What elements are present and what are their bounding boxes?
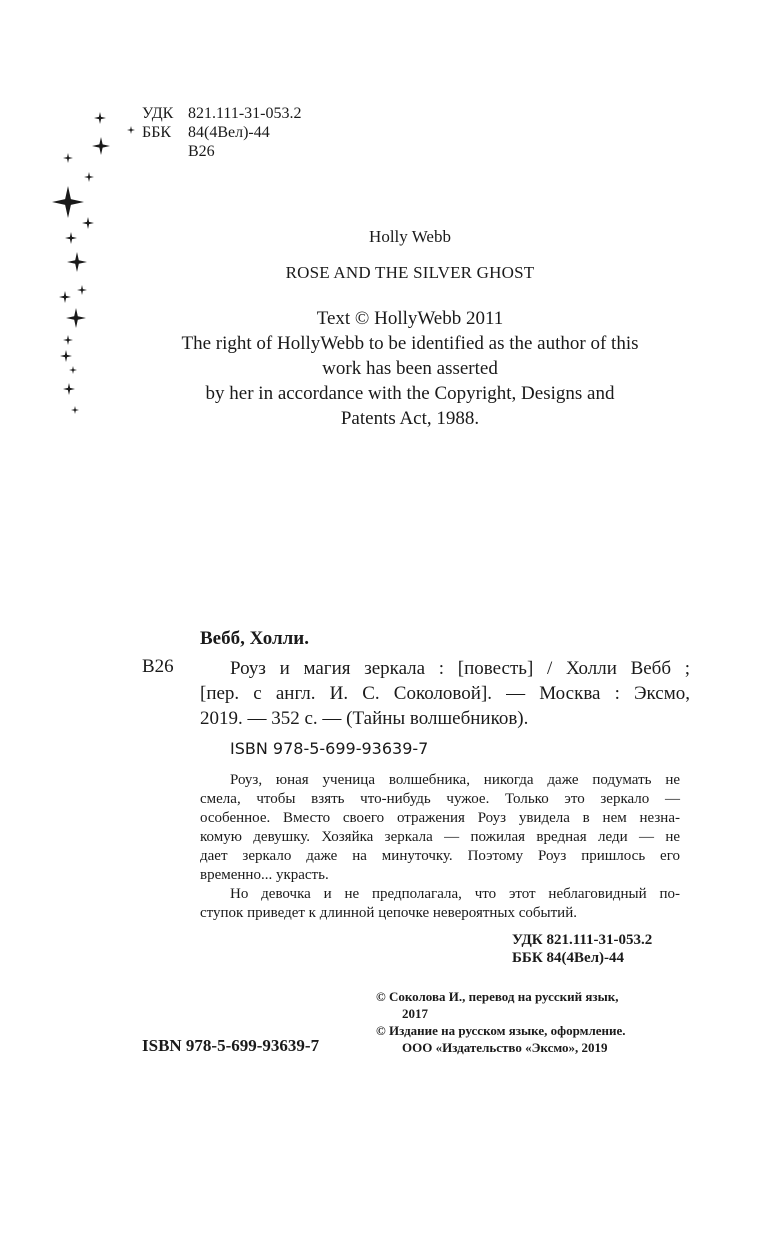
bibliography-description — [200, 656, 690, 731]
bbk-value: 84(4Вел)-44 — [188, 124, 270, 141]
star-icon — [66, 308, 86, 328]
star-icon — [63, 383, 75, 395]
rights-line: The right of HollyWebb to be identified as the author of this — [181, 333, 639, 354]
english-title: ROSE AND THE SILVER GHOST — [285, 263, 535, 282]
star-icon — [94, 112, 106, 124]
star-icon — [59, 291, 71, 303]
udk-label: УДК — [142, 105, 174, 122]
bibliography-isbn: ISBN 978-5-699-93639-7 — [230, 739, 429, 758]
rights-line: Patents Act, 1988. — [340, 408, 480, 429]
udk-value: 821.111-31-053.2 — [188, 105, 302, 122]
star-icon — [92, 137, 110, 155]
star-icon — [65, 232, 77, 244]
rights-line: Text © HollyWebb 2011 — [316, 308, 504, 329]
footer-classification — [512, 931, 652, 967]
rights-line: by her in accordance with the Copyright, Designs and — [205, 383, 615, 404]
annotation-line: Но девочка и не предполагала, что этот неблаговидный по- — [230, 886, 680, 902]
copyright-line: ООО «Издательство «Эксмо», 2019 — [402, 1040, 608, 1055]
star-icon — [52, 186, 84, 218]
annotation-line: комую девушку. Хозяйка зеркала — пожилая вредная леди — не — [200, 829, 680, 845]
bibliography-line: 2019. — 352 с. — (Тайны волшебников). — [200, 708, 529, 729]
bibliography-author: Вебб, Холли. — [200, 628, 310, 649]
annotation-line: смела, чтобы взять что-нибудь чужое. Только это зеркало — — [200, 791, 680, 807]
star-icon — [60, 350, 72, 362]
star-icon — [82, 217, 94, 229]
copyright-line: 2017 — [402, 1006, 428, 1021]
annotation-line: ступок приведет к длинной цепочке невероятных событий. — [200, 905, 577, 921]
footer-udk: УДК 821.111-31-053.2 — [512, 932, 653, 948]
footer-copyright — [376, 988, 626, 1056]
annotation-line: временно... украсть. — [200, 867, 329, 883]
annotation-line: Роуз, юная ученица волшебника, никогда даже подумать не — [230, 772, 680, 788]
footer-isbn: ISBN 978-5-699-93639-7 — [142, 1036, 320, 1055]
star-icon — [67, 252, 87, 272]
annotation — [200, 771, 680, 923]
copyright-line: © Издание на русском языке, оформление. — [376, 1023, 626, 1038]
rights-line: work has been asserted — [322, 358, 498, 379]
bibliography-line: [пер. с англ. И. С. Соколовой]. — Москва : Эксмо, — [200, 683, 690, 704]
star-icon — [69, 366, 77, 374]
decorative-stars — [0, 0, 140, 430]
bibliography-code: В26 — [142, 656, 174, 677]
star-icon — [63, 335, 73, 345]
bibliography-line: Роуз и магия зеркала : [повесть] / Холли Вебб ; — [230, 658, 690, 679]
annotation-line: особенное. Вместо своего отражения Роуз увидела в нем незна- — [200, 810, 680, 826]
star-icon — [77, 285, 87, 295]
footer-bbk: ББК 84(4Вел)-44 — [512, 950, 625, 966]
english-author: Holly Webb — [369, 227, 451, 246]
bbk-label: ББК — [142, 124, 172, 141]
star-icon — [84, 172, 94, 182]
author-code: В26 — [188, 143, 215, 160]
classification-codes — [142, 104, 301, 161]
copyright-line: © Соколова И., перевод на русский язык, — [376, 989, 619, 1004]
annotation-line: дает зеркало даже на минуточку. Поэтому Роуз пришлось его — [200, 848, 680, 864]
star-icon — [63, 153, 73, 163]
copyright-statement — [140, 306, 680, 431]
star-icon — [71, 406, 79, 414]
star-icon — [127, 126, 135, 134]
